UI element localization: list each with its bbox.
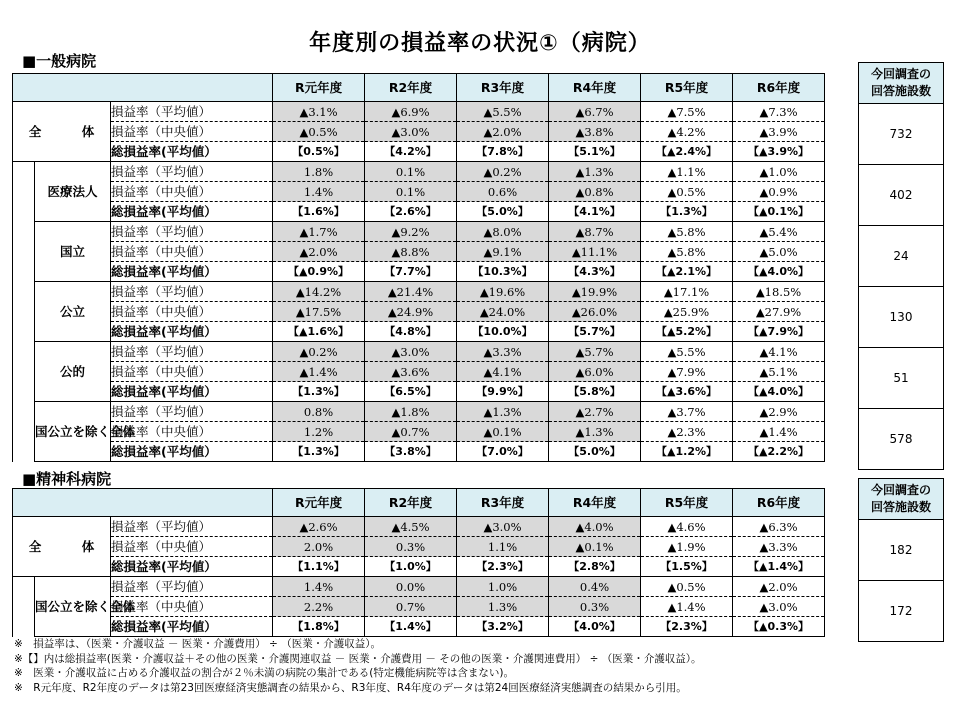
value-cell: ▲2.0% (457, 122, 549, 142)
metric-label: 損益率（平均値） (111, 162, 273, 182)
value-cell: ▲1.1% (641, 162, 733, 182)
side-row (859, 287, 944, 348)
value-cell: 【1.5%】 (641, 557, 733, 577)
value-cell: 【▲2.2%】 (733, 442, 825, 462)
value-cell: 【▲7.9%】 (733, 322, 825, 342)
value-cell: ▲17.5% (273, 302, 365, 322)
footnote: ※【】内は総損益率(医業・介護収益＋その他の医業・介護関連収益 － 医業・介護費用 － その他の医業・介護関連費用） ÷ （医業・介護収益）。 (14, 652, 702, 665)
value-cell: ▲11.1% (549, 242, 641, 262)
value-cell: ▲1.7% (273, 222, 365, 242)
value-cell: ▲18.5% (733, 282, 825, 302)
value-cell: ▲9.1% (457, 242, 549, 262)
table-row (13, 442, 825, 462)
section-label-general: ■一般病院 (22, 52, 97, 70)
value-cell: 【▲4.0%】 (733, 382, 825, 402)
table-row (13, 382, 825, 402)
indent-cell (13, 577, 35, 637)
value-cell: ▲6.3% (733, 517, 825, 537)
value-cell: ▲26.0% (549, 302, 641, 322)
value-cell: 【▲1.4%】 (733, 557, 825, 577)
value-cell: 【1.6%】 (273, 202, 365, 222)
value-cell: 【▲4.0%】 (733, 262, 825, 282)
value-cell: ▲0.5% (641, 577, 733, 597)
value-cell: ▲4.5% (365, 517, 457, 537)
value-cell: ▲3.0% (733, 597, 825, 617)
value-cell: ▲4.0% (549, 517, 641, 537)
table-row (13, 122, 825, 142)
value-cell: 1.1% (457, 537, 549, 557)
metric-label: 損益率（中央値） (111, 597, 273, 617)
value-cell: ▲4.1% (457, 362, 549, 382)
value-cell: 0.3% (549, 597, 641, 617)
value-cell: ▲2.0% (733, 577, 825, 597)
metric-label: 損益率（中央値） (111, 182, 273, 202)
header-blank (13, 74, 273, 102)
value-cell: ▲0.5% (273, 122, 365, 142)
metric-label: 損益率（平均値） (111, 517, 273, 537)
value-cell: ▲0.2% (273, 342, 365, 362)
side-row (859, 348, 944, 409)
metric-label: 損益率（中央値） (111, 422, 273, 442)
value-cell: 【▲3.6%】 (641, 382, 733, 402)
value-cell: ▲1.0% (733, 162, 825, 182)
indent-cell (13, 342, 35, 402)
value-cell: ▲17.1% (641, 282, 733, 302)
metric-label: 総損益率(平均値） (111, 202, 273, 222)
value-cell: 2.2% (273, 597, 365, 617)
section-label-psych: ■精神科病院 (22, 470, 112, 488)
value-cell: 【4.0%】 (549, 617, 641, 637)
value-cell: 1.4% (273, 182, 365, 202)
value-cell: ▲7.9% (641, 362, 733, 382)
group-label: 公立 (35, 282, 111, 342)
psych-count-table (858, 478, 944, 642)
table-row (13, 422, 825, 442)
value-cell: 【4.2%】 (365, 142, 457, 162)
side-row (859, 581, 944, 642)
side-header-row (859, 63, 944, 104)
value-cell: 【▲0.3%】 (733, 617, 825, 637)
value-cell: 【▲1.6%】 (273, 322, 365, 342)
metric-label: 損益率（平均値） (111, 282, 273, 302)
table-row (13, 517, 825, 537)
value-cell: ▲3.7% (641, 402, 733, 422)
value-cell: 【▲0.1%】 (733, 202, 825, 222)
column-header: R元年度 (273, 489, 365, 517)
table-row (13, 537, 825, 557)
value-cell: ▲5.4% (733, 222, 825, 242)
table-row (13, 322, 825, 342)
value-cell: ▲3.8% (549, 122, 641, 142)
value-cell: ▲8.8% (365, 242, 457, 262)
value-cell: 0.1% (365, 162, 457, 182)
value-cell: ▲3.3% (733, 537, 825, 557)
table-row (13, 597, 825, 617)
side-header-line: 今回調査の (870, 483, 931, 497)
column-header: R2年度 (365, 489, 457, 517)
value-cell: 【7.0%】 (457, 442, 549, 462)
table-row (13, 402, 825, 422)
indent-cell (13, 402, 35, 462)
table-row (13, 617, 825, 637)
value-cell: 1.3% (457, 597, 549, 617)
value-cell: ▲4.1% (733, 342, 825, 362)
value-cell: 1.8% (273, 162, 365, 182)
value-cell: ▲21.4% (365, 282, 457, 302)
value-cell: 1.4% (273, 577, 365, 597)
general-count-table (858, 62, 944, 470)
column-header: R4年度 (549, 489, 641, 517)
group-label: 全 体 (13, 517, 111, 577)
value-cell: 【4.8%】 (365, 322, 457, 342)
value-cell: ▲1.9% (641, 537, 733, 557)
value-cell: 【▲0.9%】 (273, 262, 365, 282)
table-row (13, 362, 825, 382)
value-cell: 【10.3%】 (457, 262, 549, 282)
value-cell: ▲24.0% (457, 302, 549, 322)
footnote: ※ 損益率は、（医業・介護収益 － 医業・介護費用） ÷ （医業・介護収益）。 (14, 638, 381, 650)
metric-label: 損益率（平均値） (111, 102, 273, 122)
value-cell: ▲25.9% (641, 302, 733, 322)
value-cell: ▲14.2% (273, 282, 365, 302)
side-row (859, 520, 944, 581)
value-cell: 【1.1%】 (273, 557, 365, 577)
value-cell: 【▲1.2%】 (641, 442, 733, 462)
facility-count: 172 (859, 581, 944, 642)
table-row (13, 142, 825, 162)
metric-label: 損益率（中央値） (111, 537, 273, 557)
table-row (13, 282, 825, 302)
value-cell: 【1.0%】 (365, 557, 457, 577)
header-blank (13, 489, 273, 517)
value-cell: ▲0.8% (549, 182, 641, 202)
value-cell: 2.0% (273, 537, 365, 557)
side-header-row (859, 479, 944, 520)
value-cell: ▲5.1% (733, 362, 825, 382)
column-header: R6年度 (733, 74, 825, 102)
value-cell: 【▲5.2%】 (641, 322, 733, 342)
value-cell: ▲27.9% (733, 302, 825, 322)
value-cell: 0.7% (365, 597, 457, 617)
footnote: ※ R元年度、R2年度のデータは第23回医療経済実態調査の結果から、R3年度、R4年度のデータは第24回医療経済実態調査の結果から引用。 (14, 681, 687, 694)
value-cell: ▲0.5% (641, 182, 733, 202)
value-cell: ▲6.0% (549, 362, 641, 382)
value-cell: ▲5.5% (457, 102, 549, 122)
value-cell: ▲0.1% (549, 537, 641, 557)
value-cell: 0.4% (549, 577, 641, 597)
value-cell: ▲5.7% (549, 342, 641, 362)
value-cell: 0.1% (365, 182, 457, 202)
table-row (13, 242, 825, 262)
facility-count: 182 (859, 520, 944, 581)
page-title: 年度別の損益率の状況①（病院） (309, 31, 651, 56)
value-cell: 【9.9%】 (457, 382, 549, 402)
facility-count: 402 (859, 165, 944, 226)
value-cell: ▲3.9% (733, 122, 825, 142)
value-cell: 0.3% (365, 537, 457, 557)
value-cell: 【5.8%】 (549, 382, 641, 402)
value-cell: 【3.2%】 (457, 617, 549, 637)
value-cell: 【7.7%】 (365, 262, 457, 282)
value-cell: ▲3.6% (365, 362, 457, 382)
table-row (13, 302, 825, 322)
value-cell: 【▲2.4%】 (641, 142, 733, 162)
value-cell: 【4.3%】 (549, 262, 641, 282)
value-cell: ▲5.0% (733, 242, 825, 262)
table-row (13, 342, 825, 362)
value-cell: ▲4.6% (641, 517, 733, 537)
metric-label: 損益率（平均値） (111, 402, 273, 422)
facility-count: 51 (859, 348, 944, 409)
general-hospital-table (12, 73, 825, 462)
value-cell: 0.8% (273, 402, 365, 422)
value-cell: ▲9.2% (365, 222, 457, 242)
value-cell: 【7.8%】 (457, 142, 549, 162)
column-header: R3年度 (457, 74, 549, 102)
metric-label: 総損益率(平均値） (111, 442, 273, 462)
value-cell: ▲6.9% (365, 102, 457, 122)
metric-label: 損益率（中央値） (111, 362, 273, 382)
metric-label: 総損益率(平均値） (111, 142, 273, 162)
value-cell: 【▲2.1%】 (641, 262, 733, 282)
indent-cell (13, 282, 35, 342)
value-cell: ▲5.8% (641, 222, 733, 242)
metric-label: 総損益率(平均値） (111, 262, 273, 282)
facility-count: 732 (859, 104, 944, 165)
value-cell: ▲0.7% (365, 422, 457, 442)
value-cell: 【0.5%】 (273, 142, 365, 162)
value-cell: ▲0.9% (733, 182, 825, 202)
value-cell: 【10.0%】 (457, 322, 549, 342)
group-label: 国公立を除く全体 (35, 402, 111, 462)
value-cell: 【1.3%】 (273, 382, 365, 402)
value-cell: 【4.1%】 (549, 202, 641, 222)
value-cell: 【5.1%】 (549, 142, 641, 162)
table-row (13, 222, 825, 242)
value-cell: ▲3.0% (365, 122, 457, 142)
footnotes (14, 637, 701, 695)
group-label: 公的 (35, 342, 111, 402)
value-cell: ▲0.1% (457, 422, 549, 442)
value-cell: ▲4.2% (641, 122, 733, 142)
value-cell: 【2.3%】 (641, 617, 733, 637)
column-header: R3年度 (457, 489, 549, 517)
side-header-line: 今回調査の (870, 67, 931, 81)
value-cell: 【5.0%】 (457, 202, 549, 222)
metric-label: 損益率（中央値） (111, 302, 273, 322)
value-cell: ▲3.1% (273, 102, 365, 122)
value-cell: ▲19.6% (457, 282, 549, 302)
value-cell: ▲1.4% (273, 362, 365, 382)
table-row (13, 577, 825, 597)
side-row (859, 165, 944, 226)
metric-label: 損益率（平均値） (111, 222, 273, 242)
value-cell: ▲7.5% (641, 102, 733, 122)
group-label: 全 体 (13, 102, 111, 162)
value-cell: 【1.3%】 (273, 442, 365, 462)
header-row (13, 489, 825, 517)
group-label: 国公立を除く全体 (35, 577, 111, 637)
value-cell: ▲1.3% (457, 402, 549, 422)
value-cell: 【▲3.9%】 (733, 142, 825, 162)
value-cell: ▲19.9% (549, 282, 641, 302)
column-header: R5年度 (641, 489, 733, 517)
value-cell: ▲5.8% (641, 242, 733, 262)
footnote: ※ 医業・介護収益に占める介護収益の割合が２％未満の病院の集計である(特定機能病院等は含まない)。 (14, 667, 514, 679)
value-cell: ▲2.7% (549, 402, 641, 422)
indent-cell (13, 162, 35, 222)
side-header (859, 63, 944, 104)
value-cell: ▲2.0% (273, 242, 365, 262)
column-header: R元年度 (273, 74, 365, 102)
psych-hospital-table (12, 488, 825, 637)
value-cell: 【5.7%】 (549, 322, 641, 342)
column-header: R4年度 (549, 74, 641, 102)
column-header: R2年度 (365, 74, 457, 102)
metric-label: 総損益率(平均値） (111, 382, 273, 402)
value-cell: 【1.3%】 (641, 202, 733, 222)
facility-count: 578 (859, 409, 944, 470)
value-cell: ▲8.7% (549, 222, 641, 242)
value-cell: ▲8.0% (457, 222, 549, 242)
side-header-line: 回答施設数 (870, 84, 931, 98)
metric-label: 総損益率(平均値） (111, 322, 273, 342)
metric-label: 損益率（平均値） (111, 342, 273, 362)
value-cell: 1.0% (457, 577, 549, 597)
value-cell: ▲2.6% (273, 517, 365, 537)
side-header-line: 回答施設数 (870, 500, 931, 514)
value-cell: ▲1.4% (641, 597, 733, 617)
value-cell: 【2.8%】 (549, 557, 641, 577)
side-header (859, 479, 944, 520)
value-cell: 0.6% (457, 182, 549, 202)
metric-label: 総損益率(平均値） (111, 557, 273, 577)
value-cell: ▲3.0% (365, 342, 457, 362)
group-label: 国立 (35, 222, 111, 282)
value-cell: ▲2.3% (641, 422, 733, 442)
value-cell: ▲1.8% (365, 402, 457, 422)
side-row (859, 226, 944, 287)
value-cell: 0.0% (365, 577, 457, 597)
table-row (13, 202, 825, 222)
value-cell: ▲1.3% (549, 422, 641, 442)
value-cell: 【6.5%】 (365, 382, 457, 402)
table-row (13, 162, 825, 182)
value-cell: 【1.8%】 (273, 617, 365, 637)
value-cell: 【2.6%】 (365, 202, 457, 222)
value-cell: 【3.8%】 (365, 442, 457, 462)
value-cell: ▲2.9% (733, 402, 825, 422)
value-cell: ▲6.7% (549, 102, 641, 122)
metric-label: 損益率（平均値） (111, 577, 273, 597)
value-cell: 1.2% (273, 422, 365, 442)
column-header: R5年度 (641, 74, 733, 102)
metric-label: 総損益率(平均値） (111, 617, 273, 637)
group-label: 医療法人 (35, 162, 111, 222)
value-cell: 【5.0%】 (549, 442, 641, 462)
value-cell: ▲3.3% (457, 342, 549, 362)
value-cell: 【2.3%】 (457, 557, 549, 577)
value-cell: ▲5.5% (641, 342, 733, 362)
value-cell: ▲3.0% (457, 517, 549, 537)
header-row (13, 74, 825, 102)
value-cell: ▲0.2% (457, 162, 549, 182)
value-cell: ▲1.4% (733, 422, 825, 442)
value-cell: ▲7.3% (733, 102, 825, 122)
table-row (13, 182, 825, 202)
side-row (859, 409, 944, 470)
table-row (13, 262, 825, 282)
side-row (859, 104, 944, 165)
metric-label: 損益率（中央値） (111, 242, 273, 262)
metric-label: 損益率（中央値） (111, 122, 273, 142)
table-row (13, 557, 825, 577)
table-row (13, 102, 825, 122)
value-cell: ▲1.3% (549, 162, 641, 182)
value-cell: ▲24.9% (365, 302, 457, 322)
facility-count: 24 (859, 226, 944, 287)
value-cell: 【1.4%】 (365, 617, 457, 637)
column-header: R6年度 (733, 489, 825, 517)
facility-count: 130 (859, 287, 944, 348)
indent-cell (13, 222, 35, 282)
